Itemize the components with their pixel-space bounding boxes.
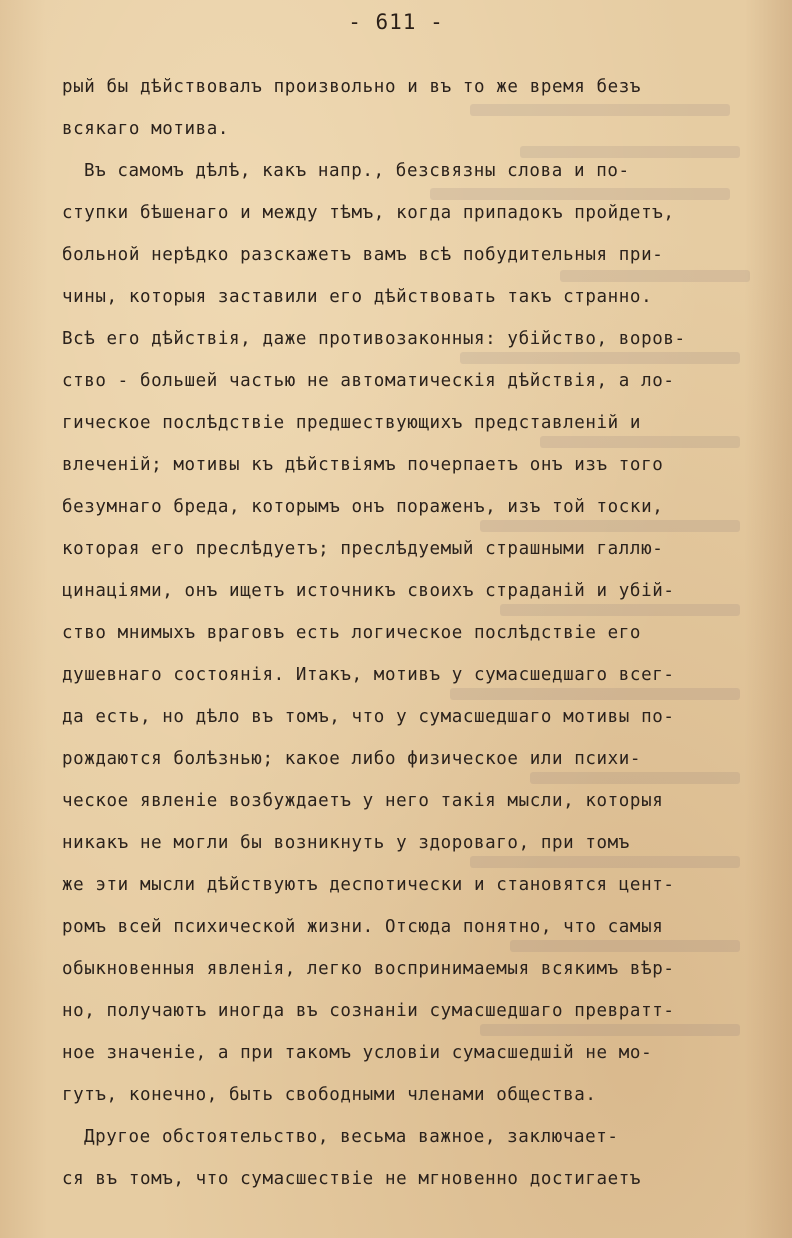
text-line: Другое обстоятельство, весьма важное, заключает- xyxy=(84,1127,619,1147)
text-line: ромъ всей психической жизни. Отсюда понятно, что самыя xyxy=(62,917,664,937)
text-line: ступки бѣшенаго и между тѣмъ, когда припадокъ пройдетъ, xyxy=(62,203,675,223)
text-line: Всѣ его дѣйствія, даже противозаконныя: убійство, воров- xyxy=(62,329,686,349)
text-line: ческое явленіе возбуждаетъ у него такія мысли, которыя xyxy=(62,791,664,811)
text-line: душевнаго состоянія. Итакъ, мотивъ у сумасшедшаго всег- xyxy=(62,665,675,685)
text-line: рый бы дѣйствовалъ произвольно и въ то же время безъ xyxy=(62,77,642,97)
text-line: обыкновенныя явленія, легко воспринимаемыя всякимъ вѣр- xyxy=(62,959,675,979)
text-line: безумнаго бреда, которымъ онъ пораженъ, изъ той тоски, xyxy=(62,497,664,517)
text-line: ство - большей частью не автоматическія дѣйствія, а ло- xyxy=(62,371,675,391)
text-line: ство мнимыхъ враговъ есть логическое послѣдствіе его xyxy=(62,623,642,643)
text-line: же эти мысли дѣйствуютъ деспотически и становятся цент- xyxy=(62,875,675,895)
text-line: чины, которыя заставили его дѣйствовать такъ странно. xyxy=(62,287,653,307)
text-line: но, получаютъ иногда въ сознаніи сумасшедшаго превратт- xyxy=(62,1001,675,1021)
text-line: больной нерѣдко разскажетъ вамъ всѣ побудительныя при- xyxy=(62,245,664,265)
text-line: гическое послѣдствіе предшествующихъ представленій и xyxy=(62,413,642,433)
text-line: всякаго мотива. xyxy=(62,119,230,139)
text-line: да есть, но дѣло въ томъ, что у сумасшедшаго мотивы по- xyxy=(62,707,675,727)
text-line: ся въ томъ, что сумасшествіе не мгновенно достигаетъ xyxy=(62,1169,642,1189)
text-line: рождаются болѣзнью; какое либо физическое или психи- xyxy=(62,749,642,769)
text-line: цинаціями, онъ ищетъ источникъ своихъ страданій и убій- xyxy=(62,581,675,601)
text-line: никакъ не могли бы возникнуть у здороваго, при томъ xyxy=(62,833,630,853)
text-line: которая его преслѣдуетъ; преслѣдуемый страшными галлю- xyxy=(62,539,664,559)
text-line: гутъ, конечно, быть свободными членами общества. xyxy=(62,1085,597,1105)
text-line: Въ самомъ дѣлѣ, какъ напр., безсвязны слова и по- xyxy=(84,161,630,181)
page-number: - 611 - xyxy=(348,10,444,34)
text-line: влеченій; мотивы къ дѣйствіямъ почерпаетъ онъ изъ того xyxy=(62,455,664,475)
text-line: ное значеніе, а при такомъ условіи сумасшедшій не мо- xyxy=(62,1043,653,1063)
